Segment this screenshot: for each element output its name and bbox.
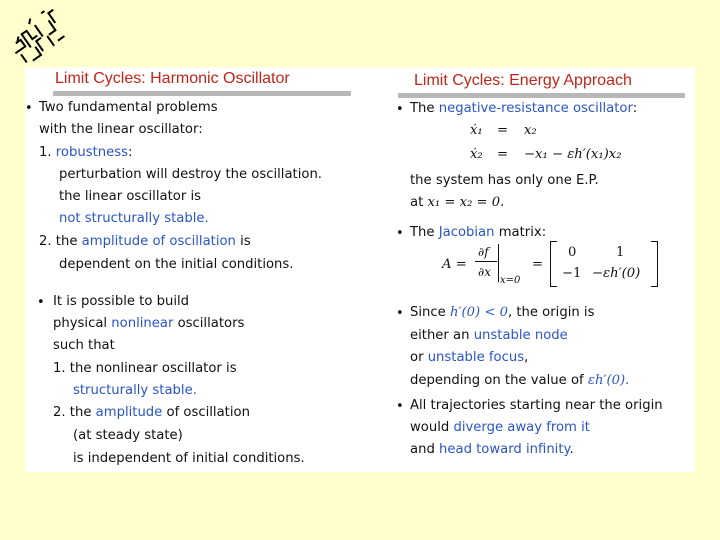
right-ep-line2 — [410, 195, 504, 211]
list-number: 2. — [53, 405, 66, 420]
left-b2-line1: It is possible to build — [53, 294, 190, 309]
evaluation-bar — [498, 244, 499, 282]
left-slide-panel — [25, 67, 370, 472]
highlight-term: negative-resistance oscillator — [438, 101, 633, 116]
right-b3-line2 — [410, 328, 568, 344]
math: x₁ = x₂ = 0. — [427, 195, 505, 210]
punct: , — [524, 350, 529, 365]
left-m2-line3: is independent of initial conditions. — [73, 451, 305, 466]
text: either an — [410, 328, 470, 343]
right-b2-line1 — [410, 225, 546, 241]
punct: : — [127, 145, 133, 160]
right-b4-line2 — [410, 420, 590, 436]
left-n1-line4: not structurally stable. — [59, 211, 209, 226]
left-m1-line1 — [53, 361, 237, 377]
text: oscillators — [177, 316, 245, 331]
punct: . — [569, 442, 574, 457]
highlight-term: diverge away from it — [453, 420, 590, 435]
matrix-right-bracket — [651, 241, 658, 287]
text: or — [410, 350, 424, 365]
eq1-lhs: ẋ₁ — [470, 123, 483, 138]
text: physical — [53, 316, 108, 331]
left-m2-line2: (at steady state) — [73, 428, 183, 443]
right-ep-line1: the system has only one E.P. — [410, 173, 599, 188]
bullet-icon: • — [396, 399, 404, 414]
text: the — [55, 234, 78, 249]
bullet-icon: • — [396, 102, 404, 117]
left-b2-line2 — [53, 316, 244, 332]
right-b4-line3 — [410, 442, 574, 458]
highlight-term: nonlinear — [111, 316, 174, 331]
text: and — [410, 442, 435, 457]
left-b2-line3: such that — [53, 338, 115, 353]
left-m2-line1 — [53, 405, 250, 421]
eq2-lhs: ẋ₂ — [470, 147, 483, 162]
left-n1-line3: the linear oscillator is — [59, 189, 201, 204]
left-b1-line2: with the linear oscillator: — [39, 122, 203, 137]
highlight-term: unstable focus — [427, 350, 525, 365]
bullet-icon: • — [396, 306, 404, 321]
jacobian-numerator: ∂f — [478, 245, 489, 259]
left-n1-line2: perturbation will destroy the oscillation. — [59, 167, 323, 182]
eq2-rhs: −x₁ − εh′(x₁)x₂ — [524, 147, 622, 162]
matrix-left-bracket — [550, 241, 557, 287]
right-title-underline — [398, 93, 685, 98]
eq1-rhs: x₂ — [524, 123, 537, 138]
list-number: 1. — [39, 145, 52, 160]
text: , the origin is — [507, 305, 595, 320]
left-n1-line1 — [39, 145, 132, 161]
fraction-line — [475, 261, 497, 262]
left-n2-line1 — [39, 234, 251, 250]
left-b1-line1: Two fundamental problems — [39, 100, 218, 115]
jacobian-denominator: ∂x — [478, 265, 491, 279]
right-panel-title: Limit Cycles: Energy Approach — [414, 72, 632, 89]
text: is — [240, 234, 251, 249]
bullet-icon: • — [37, 295, 45, 310]
text: The — [410, 101, 435, 116]
highlight-math: εh′(0). — [587, 373, 630, 388]
matrix-cell-21: −1 — [562, 266, 582, 281]
text: The — [410, 225, 435, 240]
right-slide-panel — [370, 67, 695, 472]
jacobian-eq: = — [532, 257, 544, 272]
eq1-rel: = — [497, 123, 509, 138]
jacobian-subscript: x=0 — [500, 275, 521, 286]
bullet-icon: • — [25, 101, 33, 116]
text: matrix: — [498, 225, 547, 240]
jacobian-lhs: A = — [442, 257, 467, 272]
bullet-icon: • — [396, 226, 404, 241]
left-title-underline — [53, 91, 351, 96]
text: of oscillation — [166, 405, 250, 420]
matrix-cell-12: 1 — [616, 245, 625, 260]
highlight-term: amplitude of oscillation — [81, 234, 236, 249]
right-b3-line4 — [410, 373, 629, 389]
highlight-term: unstable node — [473, 328, 568, 343]
eq2-rel: = — [497, 147, 509, 162]
text: the — [69, 405, 92, 420]
list-number: 2. — [39, 234, 52, 249]
highlight-term: head toward infinity — [439, 442, 570, 457]
text: at — [410, 195, 424, 210]
highlight-term: robustness — [55, 145, 128, 160]
text: Since — [410, 305, 446, 320]
matrix-cell-22: −εh′(0) — [592, 266, 641, 281]
right-b3-line1 — [410, 305, 594, 321]
highlight-math: h′(0) < 0 — [449, 305, 508, 320]
punct: : — [632, 101, 638, 116]
highlight-term: Jacobian — [438, 225, 495, 240]
left-panel-title: Limit Cycles: Harmonic Oscillator — [55, 70, 290, 87]
right-b3-line3 — [410, 350, 528, 366]
text: the nonlinear oscillator is — [69, 361, 237, 376]
left-n2-line2: dependent on the initial conditions. — [59, 257, 294, 272]
right-b4-line1: All trajectories starting near the origin — [410, 398, 663, 413]
matrix-cell-11: 0 — [568, 245, 577, 260]
text: would — [410, 420, 450, 435]
highlight-term: amplitude — [95, 405, 163, 420]
list-number: 1. — [53, 361, 66, 376]
university-seal-icon — [4, 2, 70, 72]
right-b1-line1 — [410, 101, 637, 117]
text: depending on the value of — [410, 373, 584, 388]
left-m1-line2: structurally stable. — [73, 383, 197, 398]
